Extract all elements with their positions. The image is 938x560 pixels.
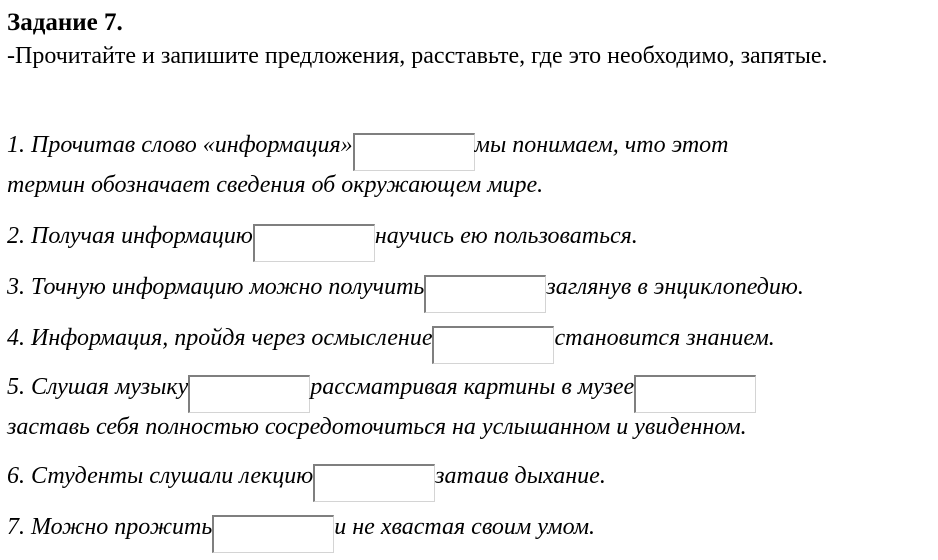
sentence-6-start: 6. Студенты слушали лекцию bbox=[7, 463, 314, 489]
sentence-1-line-2 bbox=[7, 170, 543, 200]
blank-1-input[interactable] bbox=[353, 133, 475, 171]
blank-8-input[interactable] bbox=[212, 515, 334, 553]
exercise-page bbox=[7, 8, 931, 540]
sentence-1-line-1 bbox=[7, 130, 729, 171]
sentence-4 bbox=[7, 323, 775, 364]
sentence-4-start: 4. Информация, пройдя через осмысление bbox=[7, 325, 433, 351]
sentence-7-start: 7. Можно прожить bbox=[7, 514, 213, 540]
sentence-5-line-2 bbox=[7, 412, 747, 442]
sentence-5-line-1 bbox=[7, 372, 756, 413]
blank-6-input[interactable] bbox=[634, 375, 756, 413]
blank-4-input[interactable] bbox=[432, 326, 554, 364]
sentence-5-middle: рассматривая картины в музее bbox=[310, 374, 635, 400]
sentence-2-end: научись ею пользоваться. bbox=[374, 223, 638, 249]
blank-2-input[interactable] bbox=[253, 224, 375, 262]
blank-7-input[interactable] bbox=[313, 464, 435, 502]
sentence-3 bbox=[7, 272, 804, 313]
sentence-1-end: термин обозначает сведения об окружающем мире. bbox=[7, 172, 544, 198]
sentence-3-start: 3. Точную информацию можно получить bbox=[7, 274, 425, 300]
blank-5-input[interactable] bbox=[188, 375, 310, 413]
sentence-1-start: 1. Прочитав слово «информация» bbox=[7, 132, 353, 158]
task-title: Задание 7. bbox=[7, 9, 123, 36]
sentence-5-end: заставь себя полностью сосредоточиться на услышанном и увиденном. bbox=[7, 414, 747, 440]
sentence-6-end: затаив дыхание. bbox=[435, 463, 606, 489]
sentence-4-end: становится знанием. bbox=[554, 325, 775, 351]
sentence-7 bbox=[7, 512, 595, 553]
sentence-2 bbox=[7, 221, 638, 262]
sentence-3-end: заглянув в энциклопедию. bbox=[546, 274, 804, 300]
task-instruction: -Прочитайте и запишите предложения, расставьте, где это необходимо, запятые. bbox=[7, 43, 828, 69]
sentence-5-start: 5. Слушая музыку bbox=[7, 374, 189, 400]
sentence-2-start: 2. Получая информацию bbox=[7, 223, 253, 249]
sentence-1-middle: мы понимаем, что этот bbox=[474, 132, 729, 158]
blank-3-input[interactable] bbox=[424, 275, 546, 313]
sentence-7-end: и не хвастая своим умом. bbox=[334, 514, 596, 540]
sentence-6 bbox=[7, 461, 606, 502]
